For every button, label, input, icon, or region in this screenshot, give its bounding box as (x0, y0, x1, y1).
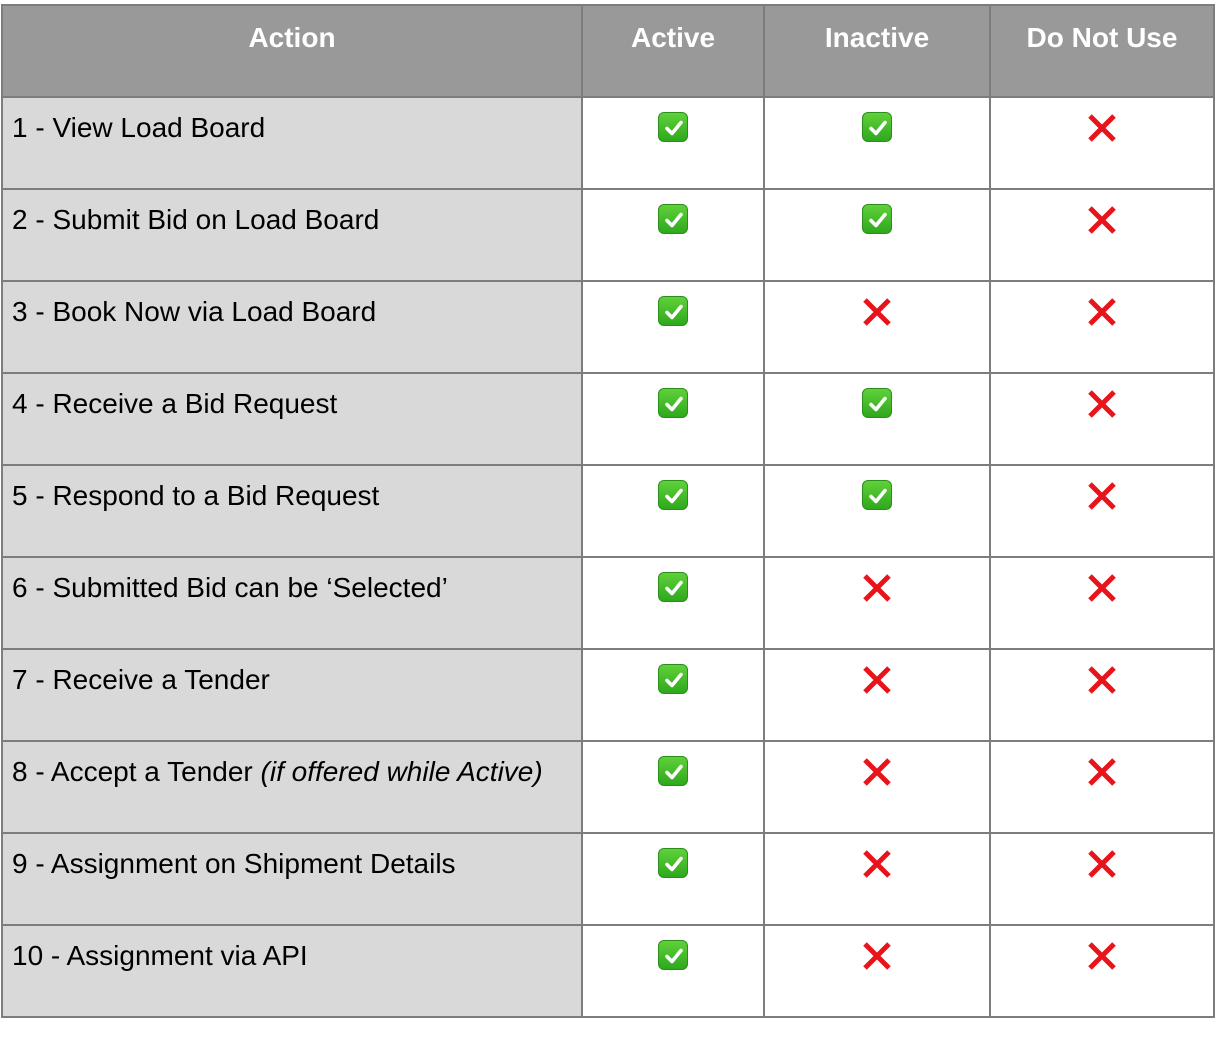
action-label: 3 - Book Now via Load Board (12, 296, 377, 327)
action-label: 8 - Accept a Tender (12, 756, 261, 787)
check-mark-icon (658, 940, 688, 970)
do-not-use-status-cell (990, 281, 1214, 373)
cross-mark-icon (861, 756, 893, 788)
inactive-status-cell (764, 189, 990, 281)
active-status-cell (582, 373, 764, 465)
action-cell (2, 189, 582, 281)
do-not-use-status-cell (990, 97, 1214, 189)
column-header-inactive: Inactive (764, 5, 990, 97)
inactive-status-cell (764, 833, 990, 925)
table-row (2, 97, 1214, 189)
table-row (2, 373, 1214, 465)
action-cell (2, 557, 582, 649)
do-not-use-status-cell (990, 833, 1214, 925)
inactive-status-cell (764, 281, 990, 373)
check-mark-icon (658, 848, 688, 878)
active-status-cell (582, 557, 764, 649)
check-mark-icon (658, 572, 688, 602)
cross-mark-icon (1086, 388, 1118, 420)
inactive-status-cell (764, 373, 990, 465)
action-label: 9 - Assignment on Shipment Details (12, 848, 456, 879)
check-mark-icon (862, 204, 892, 234)
check-mark-icon (658, 388, 688, 418)
cross-mark-icon (1086, 112, 1118, 144)
check-mark-icon (658, 756, 688, 786)
inactive-status-cell (764, 557, 990, 649)
cross-mark-icon (1086, 204, 1118, 236)
inactive-status-cell (764, 649, 990, 741)
do-not-use-status-cell (990, 741, 1214, 833)
inactive-status-cell (764, 97, 990, 189)
active-status-cell (582, 465, 764, 557)
inactive-status-cell (764, 465, 990, 557)
table-header (2, 5, 1214, 97)
column-header-active: Active (582, 5, 764, 97)
cross-mark-icon (861, 940, 893, 972)
action-cell (2, 281, 582, 373)
active-status-cell (582, 741, 764, 833)
table-row (2, 189, 1214, 281)
active-status-cell (582, 97, 764, 189)
do-not-use-status-cell (990, 925, 1214, 1017)
cross-mark-icon (1086, 296, 1118, 328)
active-status-cell (582, 281, 764, 373)
table-row (2, 741, 1214, 833)
cross-mark-icon (861, 296, 893, 328)
active-status-cell (582, 833, 764, 925)
table-row (2, 557, 1214, 649)
action-label: 6 - Submitted Bid can be ‘Selected’ (12, 572, 448, 603)
do-not-use-status-cell (990, 373, 1214, 465)
action-cell (2, 97, 582, 189)
action-label: 7 - Receive a Tender (12, 664, 270, 695)
table-row (2, 281, 1214, 373)
check-mark-icon (658, 204, 688, 234)
check-mark-icon (658, 480, 688, 510)
action-cell (2, 373, 582, 465)
cross-mark-icon (861, 848, 893, 880)
check-mark-icon (658, 296, 688, 326)
action-cell (2, 465, 582, 557)
action-label: 1 - View Load Board (12, 112, 266, 143)
do-not-use-status-cell (990, 557, 1214, 649)
cross-mark-icon (1086, 480, 1118, 512)
check-mark-icon (658, 112, 688, 142)
table-row (2, 649, 1214, 741)
check-mark-icon (862, 388, 892, 418)
cross-mark-icon (1086, 664, 1118, 696)
header-row (2, 5, 1214, 97)
action-label: 4 - Receive a Bid Request (12, 388, 338, 419)
check-mark-icon (658, 664, 688, 694)
table-row (2, 925, 1214, 1017)
cross-mark-icon (861, 664, 893, 696)
permissions-table (1, 4, 1215, 1018)
table-body (2, 97, 1214, 1017)
action-cell (2, 649, 582, 741)
action-cell (2, 925, 582, 1017)
action-note: (if offered while Active) (260, 756, 543, 787)
cross-mark-icon (1086, 572, 1118, 604)
column-header-action: Action (2, 5, 582, 97)
check-mark-icon (862, 112, 892, 142)
do-not-use-status-cell (990, 649, 1214, 741)
cross-mark-icon (1086, 756, 1118, 788)
action-cell (2, 833, 582, 925)
active-status-cell (582, 649, 764, 741)
column-header-do-not-use: Do Not Use (990, 5, 1214, 97)
do-not-use-status-cell (990, 189, 1214, 281)
table-row (2, 833, 1214, 925)
check-mark-icon (862, 480, 892, 510)
action-label: 5 - Respond to a Bid Request (12, 480, 380, 511)
action-label: 2 - Submit Bid on Load Board (12, 204, 380, 235)
active-status-cell (582, 925, 764, 1017)
action-label: 10 - Assignment via API (12, 940, 308, 971)
action-cell (2, 741, 582, 833)
do-not-use-status-cell (990, 465, 1214, 557)
inactive-status-cell (764, 741, 990, 833)
cross-mark-icon (1086, 848, 1118, 880)
inactive-status-cell (764, 925, 990, 1017)
active-status-cell (582, 189, 764, 281)
table-row (2, 465, 1214, 557)
cross-mark-icon (861, 572, 893, 604)
cross-mark-icon (1086, 940, 1118, 972)
